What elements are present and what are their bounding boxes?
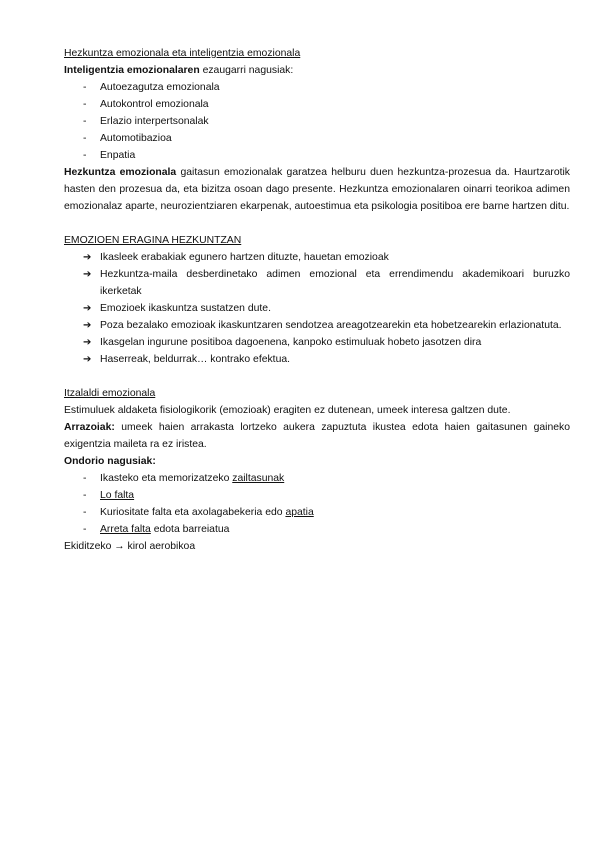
list-item: ➔ Emozioek ikaskuntza sustatzen dute. bbox=[64, 300, 570, 317]
ondorio-label: Ondorio nagusiak: bbox=[64, 456, 156, 467]
arrow-icon: ➔ bbox=[83, 252, 92, 263]
ekiditzeko-line: Ekiditzeko → kirol aerobikoa bbox=[64, 541, 196, 552]
dash-marker: - bbox=[83, 99, 87, 110]
dash-marker: - bbox=[83, 490, 87, 501]
arrazoiak-text: umeek haien arrakasta lortzeko aukera zapuztuta ikustea edota haien gaitasunen gaineko exigentzia maileta ra ez iristea. bbox=[64, 422, 570, 450]
arrazoiak-label: Arrazoiak: bbox=[64, 422, 115, 433]
spacer bbox=[64, 215, 570, 232]
list-item: - Enpatia bbox=[64, 147, 570, 164]
list-item: - Ikasteko eta memorizatzeko zailtasunak bbox=[64, 470, 570, 487]
list-item: ➔ Ikasgelan ingurune positiboa dagoenena, kanpoko estimuluak hobeto jasotzen dira bbox=[64, 334, 570, 351]
section-title-hezkuntza: Hezkuntza emozionala eta inteligentzia emozionala bbox=[64, 48, 301, 59]
dash-marker: - bbox=[83, 82, 87, 93]
list-item: - Erlazio interpertsonalak bbox=[64, 113, 570, 130]
arrow-icon: ➔ bbox=[83, 354, 92, 365]
list-item: - Automotibazioa bbox=[64, 130, 570, 147]
lead-bold: Inteligentzia emozionalaren bbox=[64, 65, 200, 76]
lead-rest: ezaugarri nagusiak: bbox=[199, 65, 294, 76]
list-item: - Kuriositate falta eta axolagabekeria edo apatia bbox=[64, 504, 570, 521]
ondorio-list bbox=[64, 470, 570, 538]
dash-marker: - bbox=[83, 150, 87, 161]
arrazoiak-paragraph bbox=[64, 419, 570, 453]
spacer bbox=[64, 368, 570, 385]
dash-marker: - bbox=[83, 133, 87, 144]
list-item: ➔ Hezkuntza-maila desberdinetako adimen emozional eta errendimendu akademikoari buruzko ikerketak bbox=[64, 266, 570, 300]
arrow-icon: ➔ bbox=[83, 303, 92, 314]
list-item: ➔ Poza bezalako emozioak ikaskuntzaren sendotzea areagotzearekin eta hobetzearekin erlazionatuta. bbox=[64, 317, 570, 334]
list-item: ➔ Haserreak, beldurrak… kontrako efektua. bbox=[64, 351, 570, 368]
dash-marker: - bbox=[83, 524, 87, 535]
dash-marker: - bbox=[83, 473, 87, 484]
section-title-emozioen-eragina: EMOZIOEN ERAGINA HEZKUNTZAN bbox=[64, 235, 242, 246]
list-item: - Autoezagutza emozionala bbox=[64, 79, 570, 96]
para-rest: gaitasun emozionalak garatzea helburu duen hezkuntza-prozesua da. Haurtzarotik hasten den prozesua da, eta bizitza osoan dago presente. Hezkuntza emozionalaren oinarri teorikoa adimen emozionalaz aparte, neurozientziaren ekarpenak, autoestimua eta psikologia positiboa ere barne hartzen ditu. bbox=[64, 167, 570, 212]
itzalaldi-line: Estimuluek aldaketa fisiologikorik (emozioak) eragiten ez dutenean, umeek interesa galtzen dute. bbox=[64, 405, 511, 416]
lead-line bbox=[64, 62, 570, 79]
arrow-icon: ➔ bbox=[83, 320, 92, 331]
eragina-list bbox=[64, 249, 570, 368]
para-bold: Hezkuntza emozionala bbox=[64, 167, 177, 178]
section-title-itzalaldi: Itzalaldi emozionala bbox=[64, 388, 156, 399]
list-item: - Arreta falta edota barreiatua bbox=[64, 521, 570, 538]
arrow-icon: ➔ bbox=[83, 269, 92, 280]
hezkuntza-paragraph bbox=[64, 164, 570, 215]
dash-marker: - bbox=[83, 507, 87, 518]
ezaugarri-list bbox=[64, 79, 570, 164]
arrow-icon: ➔ bbox=[83, 337, 92, 348]
list-item: ➔ Ikasleek erabakiak egunero hartzen dituzte, hauetan emozioak bbox=[64, 249, 570, 266]
dash-marker: - bbox=[83, 116, 87, 127]
list-item: - Lo falta bbox=[64, 487, 570, 504]
list-item: - Autokontrol emozionala bbox=[64, 96, 570, 113]
